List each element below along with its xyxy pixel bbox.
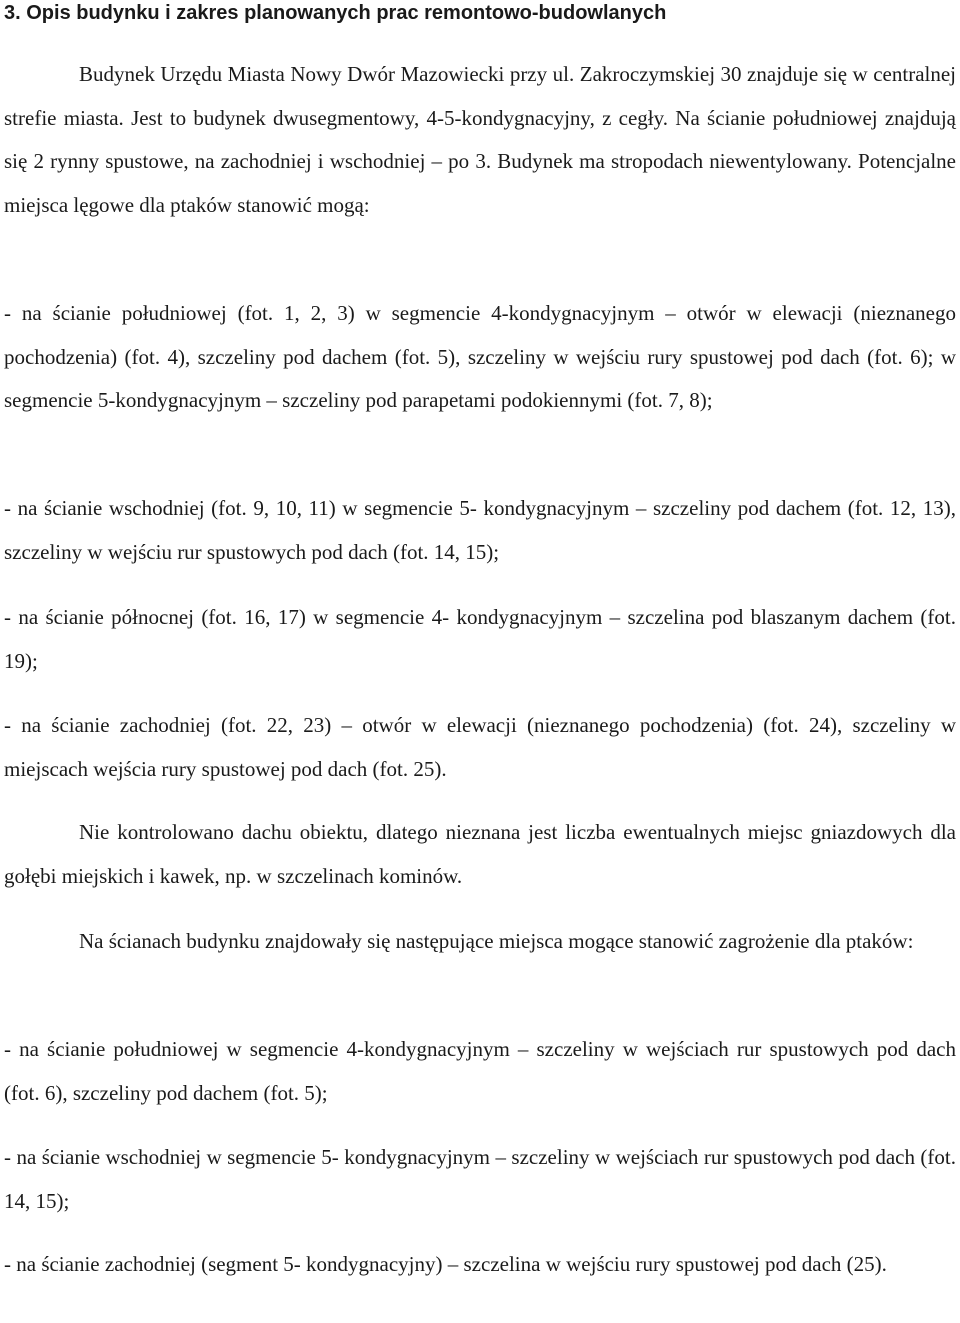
paragraph-west-wall-hazards: - na ścianie zachodniej (segment 5- kondygnacyjny) – szczelina w wejściu rury spustowej pod dach (25). (4, 1252, 887, 1276)
paragraph-west-wall-nesting: - na ścianie zachodniej (fot. 22, 23) – otwór w elewacji (nieznanego pochodzenia) (fot. 24), szczeliny w miejscach wejścia rury spustowej pod dach (fot. 25). (4, 713, 956, 781)
paragraph-south-wall-hazards: - na ścianie południowej w segmencie 4-kondygnacyjnym – szczeliny w wejściach rur spustowych pod dach (fot. 6), szczeliny pod dachem (fot. 5); (4, 1037, 956, 1105)
section-heading: 3. Opis budynku i zakres planowanych prac remontowo-budowlanych (4, 2, 667, 24)
paragraph-east-wall-nesting: - na ścianie wschodniej (fot. 9, 10, 11) w segmencie 5- kondygnacyjnym – szczeliny pod dachem (fot. 12, 13), szczeliny w wejściu rur spustowych pod dach (fot. 14, 15); (4, 496, 956, 564)
paragraph-north-wall-nesting: - na ścianie północnej (fot. 16, 17) w segmencie 4- kondygnacyjnym – szczelina pod blaszanym dachem (fot. 19); (4, 605, 956, 673)
paragraph-east-wall-hazards: - na ścianie wschodniej w segmencie 5- kondygnacyjnym – szczeliny w wejściach rur spustowych pod dach (fot. 14, 15); (4, 1145, 956, 1213)
paragraph-building-description: Budynek Urzędu Miasta Nowy Dwór Mazowiecki przy ul. Zakroczymskiej 30 znajduje się w centralnej strefie miasta. Jest to budynek dwusegmentowy, 4-5-kondygnacyjny, z cegły. Na ścianie południowej znajdują się 2 rynny spustowe, na zachodniej i wschodniej – po 3. Budynek ma stropodach niewentylowany. Potencjalne miejsca lęgowe dla ptaków stanowić mogą: (4, 62, 956, 217)
paragraph-south-wall-nesting: - na ścianie południowej (fot. 1, 2, 3) w segmencie 4-kondygnacyjnym – otwór w elewacji (nieznanego pochodzenia) (fot. 4), szczeliny pod dachem (fot. 5), szczeliny w wejściu rury spustowej pod dach (fot. 6); w segmencie 5-kondygnacyjnym – szczeliny pod parapetami podokiennymi (fot. 7, 8); (4, 301, 956, 412)
paragraph-roof-not-inspected: Nie kontrolowano dachu obiektu, dlatego nieznana jest liczba ewentualnych miejsc gniazdowych dla gołębi miejskich i kawek, np. w szczelinach kominów. (4, 820, 956, 888)
paragraph-hazards-intro: Na ścianach budynku znajdowały się następujące miejsca mogące stanowić zagrożenie dla ptaków: (79, 929, 914, 953)
